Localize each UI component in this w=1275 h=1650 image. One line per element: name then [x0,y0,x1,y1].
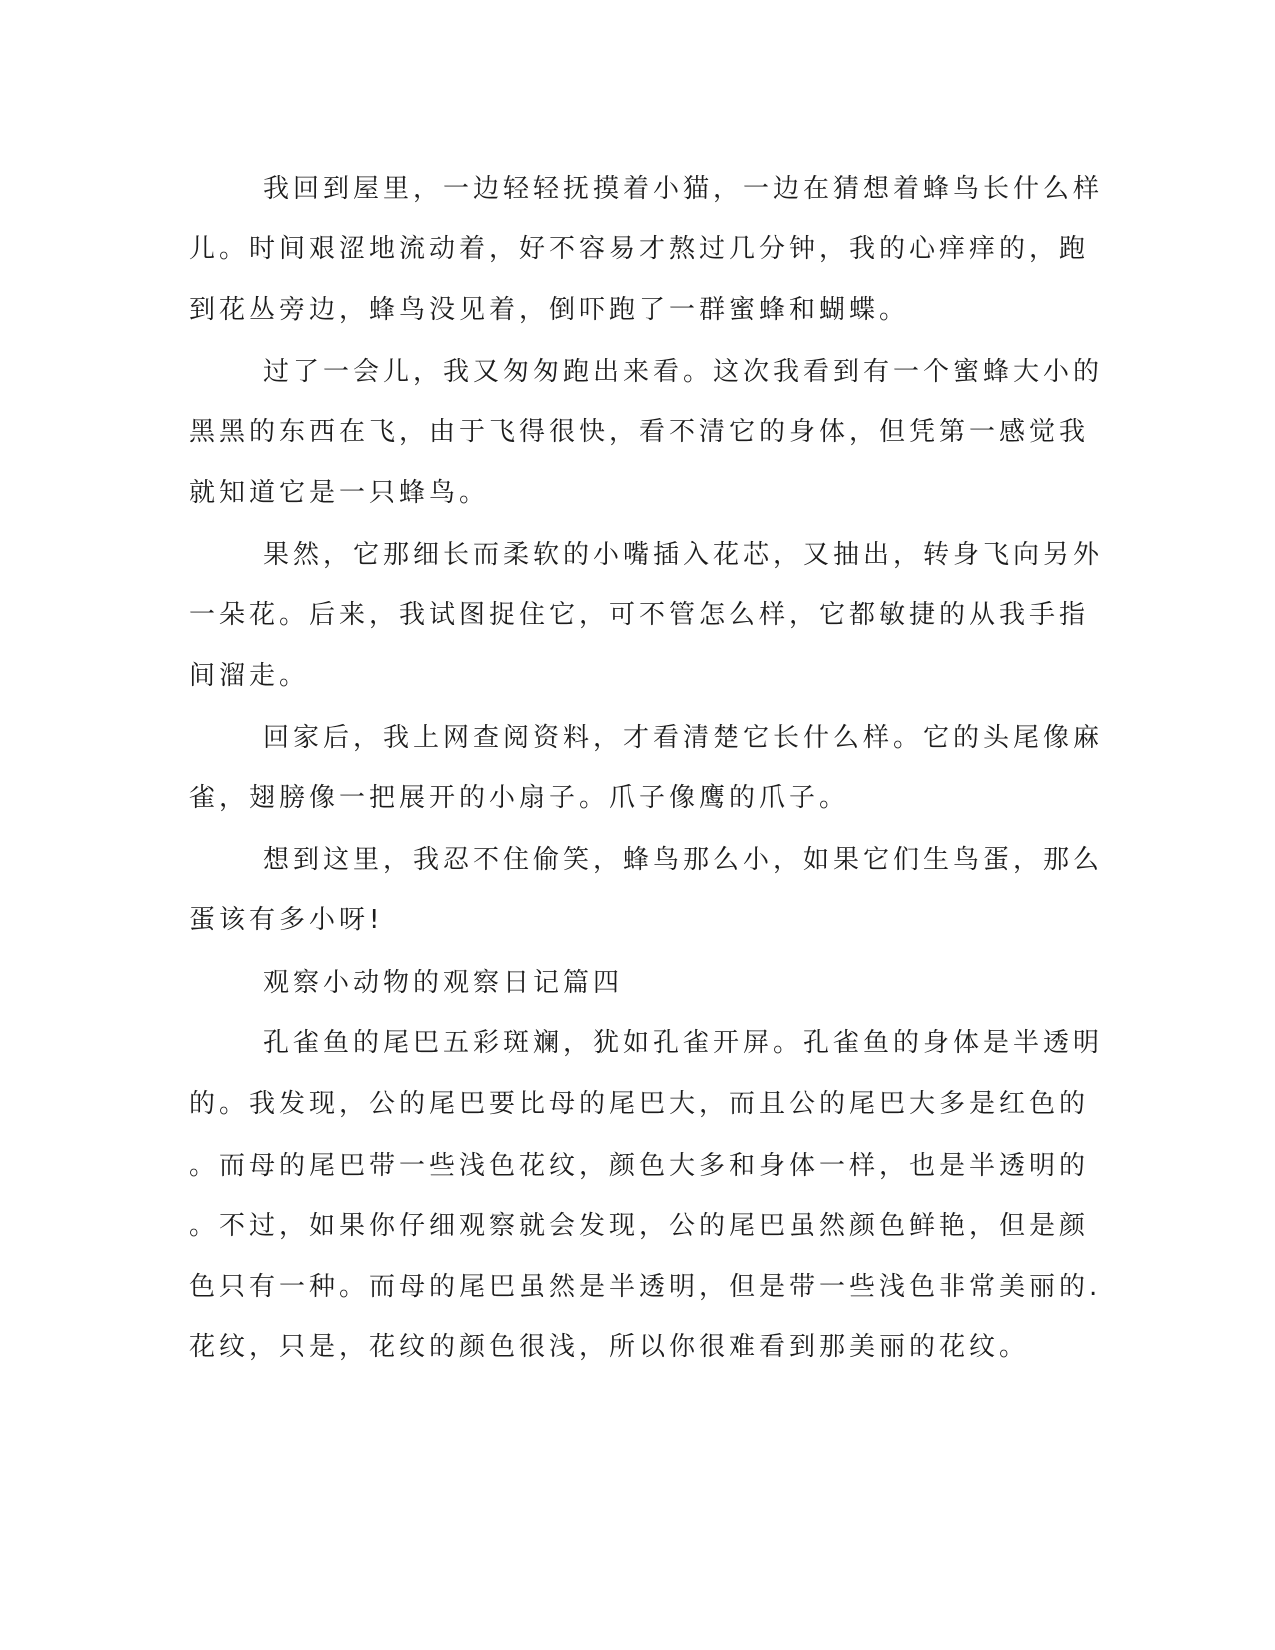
section-heading: 观察小动物的观察日记篇四 [263,968,624,998]
paragraph-line: 雀，翅膀像一把展开的小扇子。爪子像鹰的爪子。 [189,783,850,813]
paragraph-line: 。不过，如果你仔细观察就会发现，公的尾巴虽然颜色鲜艳，但是颜 [189,1211,1090,1241]
paragraph-line: 孔雀鱼的尾巴五彩斑斓，犹如孔雀开屏。孔雀鱼的身体是半透明 [263,1028,1104,1058]
paragraph-line: 就知道它是一只蜂鸟。 [189,478,490,508]
paragraph-line: 到花丛旁边，蜂鸟没见着，倒吓跑了一群蜜蜂和蝴蝶。 [189,295,910,325]
paragraph-line: 回家后，我上网查阅资料，才看清楚它长什么样。它的头尾像麻 [263,723,1104,753]
paragraph-line: 想到这里，我忍不住偷笑，蜂鸟那么小，如果它们生鸟蛋，那么 [263,845,1104,875]
paragraph-line: 黑黑的东西在飞，由于飞得很快，看不清它的身体，但凭第一感觉我 [189,417,1090,447]
paragraph-line: 色只有一种。而母的尾巴虽然是半透明，但是带一些浅色非常美丽的. [189,1272,1102,1302]
paragraph-line: 我回到屋里，一边轻轻抚摸着小猫，一边在猜想着蜂鸟长什么样 [263,174,1104,204]
paragraph-line: 果然，它那细长而柔软的小嘴插入花芯，又抽出，转身飞向另外 [263,540,1104,570]
paragraph-line: 间溜走。 [189,661,310,691]
paragraph-line: 儿。时间艰涩地流动着，好不容易才熬过几分钟，我的心痒痒的，跑 [189,234,1090,264]
paragraph-line: 花纹，只是，花纹的颜色很浅，所以你很难看到那美丽的花纹。 [189,1332,1030,1362]
paragraph-line: 过了一会儿，我又匆匆跑出来看。这次我看到有一个蜜蜂大小的 [263,357,1104,387]
paragraph-line: 。而母的尾巴带一些浅色花纹，颜色大多和身体一样，也是半透明的 [189,1151,1090,1181]
paragraph-line: 蛋该有多小呀! [189,905,384,935]
paragraph-line: 一朵花。后来，我试图捉住它，可不管怎么样，它都敏捷的从我手指 [189,600,1090,630]
paragraph-line: 的。我发现，公的尾巴要比母的尾巴大，而且公的尾巴大多是红色的 [189,1089,1090,1119]
